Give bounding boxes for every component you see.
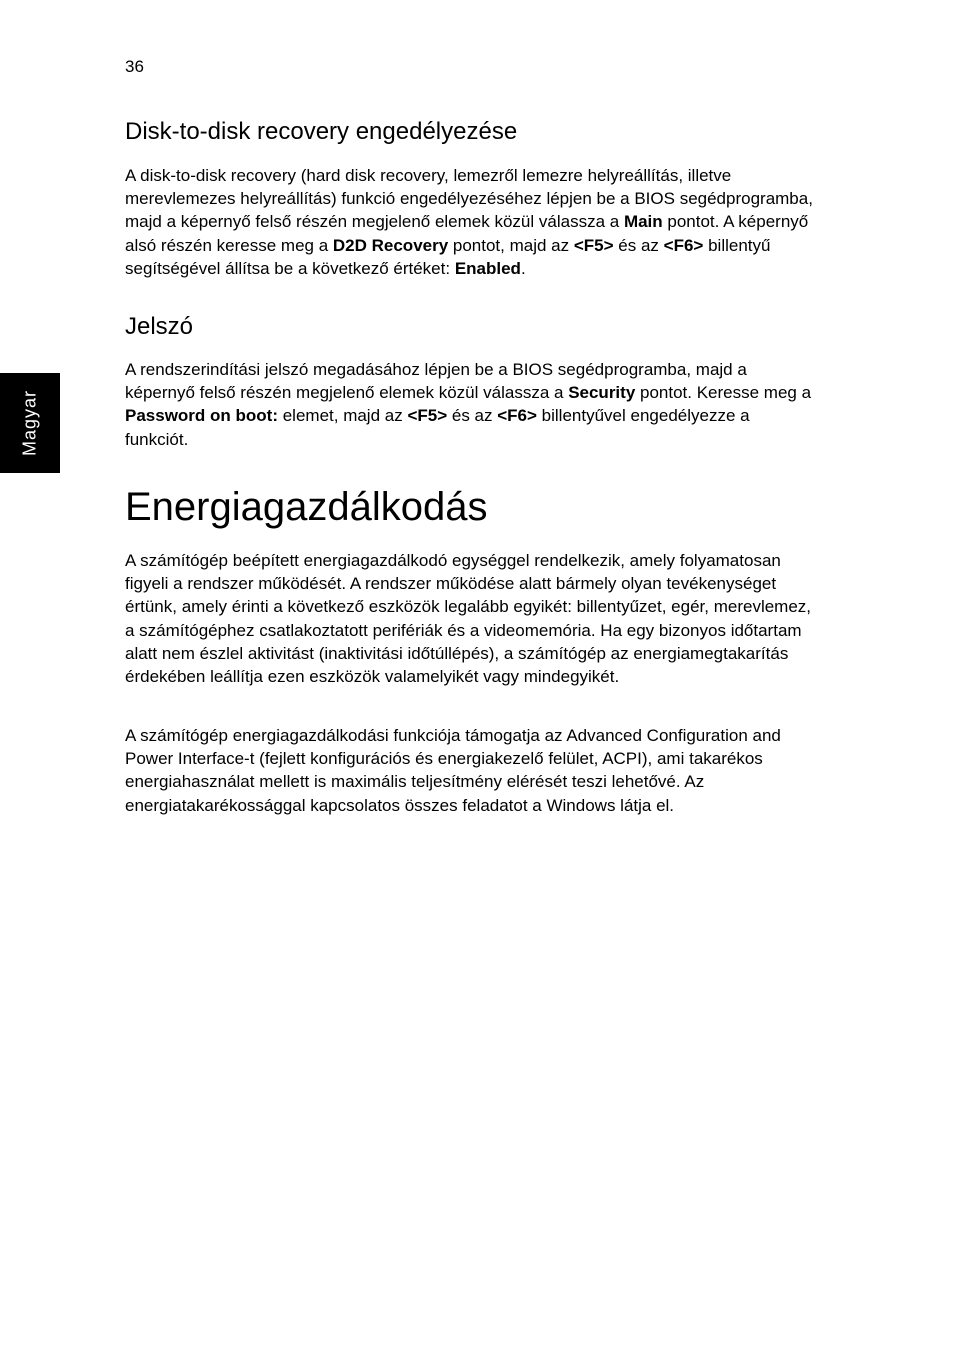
password-paragraph: A rendszerindítási jelszó megadásához lépjen be a BIOS segédprogramba, majd a képernyő felső részén megjelenő elemek közül válassza a Security pontot. Keresse meg a Password on boot: elemet, majd az <F5> és az <F6> billentyűvel engedélyezze a funkciót.: [125, 360, 812, 449]
d2d-paragraph: A disk-to-disk recovery (hard disk recovery, lemezről lemezre helyreállítás, illetve merevlemezes helyreállítás) funkció engedélyezéséhez lépjen be a BIOS segédprogramba, majd a képernyő felső részén megjelenő elemek közül válassza a Main pontot. A képernyő alsó részén keresse meg a D2D Recovery pontot, majd az <F5> és az <F6> billentyű segítségével állítsa be a következő értéket: Enabled.: [125, 166, 813, 278]
page-number: 36: [125, 57, 144, 76]
language-side-tab-label: Magyar: [19, 389, 40, 457]
password-heading: Jelszó: [125, 313, 194, 340]
power-heading: Energiagazdálkodás: [125, 485, 488, 529]
language-side-tab: [0, 373, 60, 473]
d2d-heading: Disk-to-disk recovery engedélyezése: [125, 118, 518, 145]
power-paragraph-2: A számítógép energiagazdálkodási funkciója támogatja az Advanced Configuration and Power Interface-t (fejlett konfigurációs és energiakezelő felület, ACPI), ami takarékos energiahasználat mellett is maximális teljesítmény elérését teszi lehetővé. Az energiatakarékossággal kapcsolatos összes feladatot a Windows látja el.: [125, 726, 781, 815]
power-paragraph-1: A számítógép beépített energiagazdálkodó egységgel rendelkezik, amely folyamatosan figyeli a rendszer működését. A rendszer működése alatt bármely olyan tevékenységet értünk, amely érinti a következő eszközök legalább egyikét: billentyűzet, egér, merevlemez, a számítógéphez csatlakoztatott perifériák és a videomemória. Ha egy bizonyos időtartam alatt nem észlel aktivitást (inaktivitási időtúllépés), a számítógép az energiamegtakarítás érdekében leállítja ezen eszközök valamelyikét vagy mindegyikét.: [125, 551, 812, 687]
